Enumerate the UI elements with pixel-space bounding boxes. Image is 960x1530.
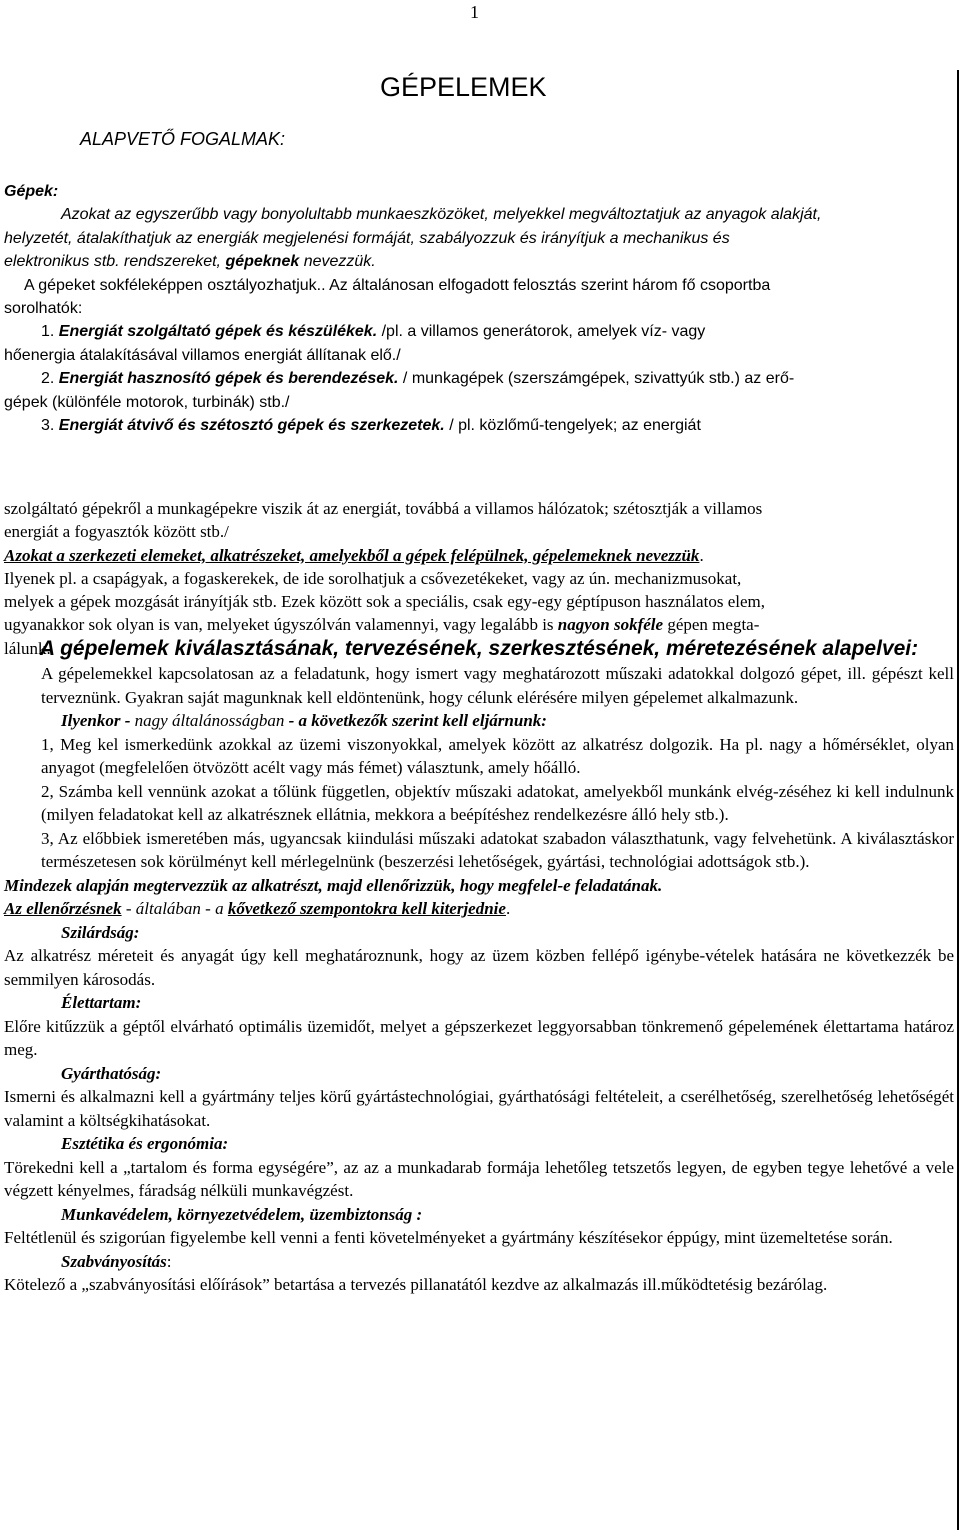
gepek-line-2: helyzetét, átalakíthatjuk az energiák megjelenési formáját, szabályozzuk és irányítjuk a mechanikus és bbox=[4, 229, 730, 247]
gepek-heading: Gépek: bbox=[4, 183, 59, 200]
szabvanyositas-colon: : bbox=[166, 1251, 172, 1271]
list-item-3 bbox=[4, 414, 954, 437]
szabvanyositas-heading: Szabványosítás bbox=[61, 1251, 167, 1271]
step-3: 3, Az előbbiek ismeretében más, ugyancsak kiindulási műszaki adatokat szabadon választhatunk, vagy felvehetünk. A kiválasztáskor természetesen sok körülményt kell mérlegelnünk (beszerzési lehetőségek, gyártási, technológiai adottságok stb.). bbox=[41, 828, 954, 871]
list-item-3-num: 3. bbox=[41, 417, 59, 435]
gepek-section bbox=[4, 180, 954, 437]
sec2-emphasis: nagyon sokféle bbox=[557, 615, 664, 635]
esztetika-heading: Esztétika és ergonómia: bbox=[61, 1134, 229, 1153]
list-item-1 bbox=[4, 320, 954, 343]
ilyenkor-b: nagy általánosságban bbox=[134, 711, 285, 730]
mindezek-line: Mindezek alapján megtervezzük az alkatrészt, majd ellenőrizzük, hogy megfelel-e feladatának. bbox=[4, 875, 663, 895]
ilyenkor-a: Ilyenkor - bbox=[61, 711, 135, 730]
ellenorzes-d: . bbox=[505, 899, 511, 918]
section-subtitle: ALAPVETŐ FOGALMAK: bbox=[80, 129, 286, 149]
gepek-line-3a: elektronikus stb. rendszereket, bbox=[4, 253, 226, 271]
ellenorzes-b: - általában - a bbox=[121, 899, 228, 918]
ilyenkor-line bbox=[4, 709, 954, 733]
gepek-line-3 bbox=[4, 250, 954, 273]
sec2-line-7: lálunk. bbox=[4, 638, 51, 658]
gepek-line-4: A gépeket sokféleképpen osztályozhatjuk.. Az általánosan elfogadott felosztás szerint három fő csoportba bbox=[24, 276, 771, 294]
sec2-line-6a: ugyanakkor sok olyan is van, melyeket úgyszólván valamennyi, vagy legalább is bbox=[4, 615, 558, 635]
alapelvek-heading: A gépelemek kiválasztásának, tervezésének, szerkesztésének, méretezésének alapelvei: bbox=[39, 637, 919, 660]
esztetika-text: Törekedni kell a „tartalom és forma egységére”, az az a munkadarab formája lehetőleg tetszetős legyen, de egyben tegye lehetővé a vele végzett kényelmes, fáradság nélküli munkavégzést. bbox=[4, 1157, 954, 1200]
sec2-line-4: Ilyenek pl. a csapágyak, a fogaskerekek, de ide sorolhatjuk a csővezetékeket, vagy az ún. mechanizmusokat, bbox=[4, 568, 742, 588]
list-item-2 bbox=[4, 367, 954, 390]
alapelvek-intro: A gépelemekkel kapcsolatosan az a feladatunk, hogy ismert vagy meghatározott műszaki adatokkal dolgozó gépet, ill. gépészt kell terveznünk. Gyakran saját magunknak kell eldöntenünk, hogy célunk elérésére milyen gépelemet alkalmazunk. bbox=[41, 664, 954, 707]
szabvanyositas-text: Kötelező a „szabványosítási előírások” betartása a tervezés pillanatától kezdve az alkalmazás ill.működtetésig bezárólag. bbox=[4, 1275, 828, 1294]
step-2: 2, Számba kell vennünk azokat a tőlünk független, objektív műszaki adatokat, amelyekből munkánk elvég-zéséhez ki kell indulnunk (milyen feladatokat kell az alkatrésznek ellátnia, mekkora a beépítéshez rendelkezésre álló hely stb.). bbox=[41, 781, 954, 824]
munkavedelem-heading: Munkavédelem, környezetvédelem, üzembiztonság : bbox=[61, 1204, 423, 1224]
gepek-line-5: sorolhatók: bbox=[4, 300, 83, 318]
elettartam-heading: Élettartam: bbox=[61, 993, 142, 1012]
list-item-2-title: Energiát hasznosító gépek és berendezések. bbox=[58, 370, 399, 388]
list-item-3-title: Energiát átvivő és szétosztó gépek és szerkezetek. bbox=[58, 417, 445, 435]
sec2-line-6c: gépen megta- bbox=[663, 615, 760, 635]
list-item-2-cont: gépek (különféle motorok, turbinák) stb./ bbox=[4, 393, 290, 411]
ellenorzes-a: Az ellenőrzésnek bbox=[4, 899, 122, 918]
list-item-3-text: / pl. közlőmű-tengelyek; az energiát bbox=[444, 417, 701, 435]
page-title: GÉPELEMEK bbox=[380, 72, 547, 102]
sec2-definition bbox=[4, 544, 954, 567]
sec2-line-5: melyek a gépek mozgását irányítják stb. Ezek között sok a speciális, csak egy-egy géptípuson használatos elem, bbox=[4, 592, 765, 612]
sec2-line-2: energiát a fogyasztók között stb./ bbox=[4, 522, 229, 542]
gepek-line-3c: nevezzük. bbox=[299, 253, 376, 271]
ellenorzes-line bbox=[4, 897, 954, 921]
list-item-1-text: /pl. a villamos generátorok, amelyek víz- vagy bbox=[377, 323, 706, 341]
gepek-line-1: Azokat az egyszerűbb vagy bonyolultabb munkaeszközöket, melyekkel megváltoztatjuk az anyagok alakját, bbox=[61, 206, 822, 224]
elettartam-text: Előre kitűzzük a géptől elvárható optimális üzemidőt, melyet a gépszerkezet leggyorsabban tönkremenő gépelemének élettartama határoz meg. bbox=[4, 1016, 954, 1059]
szilardsag-text: Az alkatrész méreteit és anyagát úgy kell meghatároznunk, hogy az üzem közben fellépő igénybe-vételek hatására ne következzék be semmilyen károsodás. bbox=[4, 946, 954, 989]
list-item-2-text: / munkagépek (szerszámgépek, szivattyúk stb.) az erő- bbox=[398, 370, 795, 388]
list-item-1-cont: hőenergia átalakításával villamos energiát állítanak elő./ bbox=[4, 346, 401, 364]
gyarthatosag-text: Ismerni és alkalmazni kell a gyártmány teljes körű gyártástechnológiai, gyárthatósági feltételeit, a cserélhetőség, szerelhetőség lehetőségét valamint a költségkihatásokat. bbox=[4, 1087, 954, 1130]
page-number: 1 bbox=[470, 2, 479, 22]
gepelem-definition: Azokat a szerkezeti elemeket, alkatrészeket, amelyekből a gépek felépülnek, gépelemeknek nevezzük bbox=[4, 545, 700, 565]
list-item-1-num: 1. bbox=[41, 323, 59, 341]
gepek-term: gépeknek bbox=[225, 253, 300, 271]
list-item-2-num: 2. bbox=[41, 370, 59, 388]
step-1: 1, Meg kel ismerkedünk azokkal az üzemi viszonyokkal, amelyek között az alkatrész dolgozik. Ha pl. nagy a hőmérséklet, olyan anyagot (megfelelően ötvözött acélt vagy más fémet) választunk, amely hőálló. bbox=[41, 734, 954, 777]
munkavedelem-text: Feltétlenül és szigorúan figyelembe kell venni a fenti követelményeket a gyártmány készítésekor éppúgy, mint üzemeltetése során. bbox=[4, 1228, 893, 1247]
definition-dot: . bbox=[699, 545, 704, 565]
gyarthatosag-heading: Gyárthatóság: bbox=[61, 1063, 162, 1083]
ellenorzes-c: kővetkező szempontokra kell kiterjednie bbox=[227, 899, 506, 918]
szilardsag-heading: Szilárdság: bbox=[61, 922, 140, 942]
sec2-line-1: szolgáltató gépekről a munkagépekre viszik át az energiát, továbbá a villamos hálózatok; szétosztják a villamos bbox=[4, 499, 763, 518]
list-item-1-title: Energiát szolgáltató gépek és készülékek. bbox=[58, 323, 378, 341]
ilyenkor-c: - a következők szerint kell eljárnunk: bbox=[284, 711, 547, 730]
right-margin-rule bbox=[957, 70, 959, 1530]
sec2-line-6 bbox=[4, 613, 954, 636]
szabvanyositas-heading-line bbox=[4, 1250, 954, 1274]
alapelvek-section bbox=[4, 636, 954, 1297]
